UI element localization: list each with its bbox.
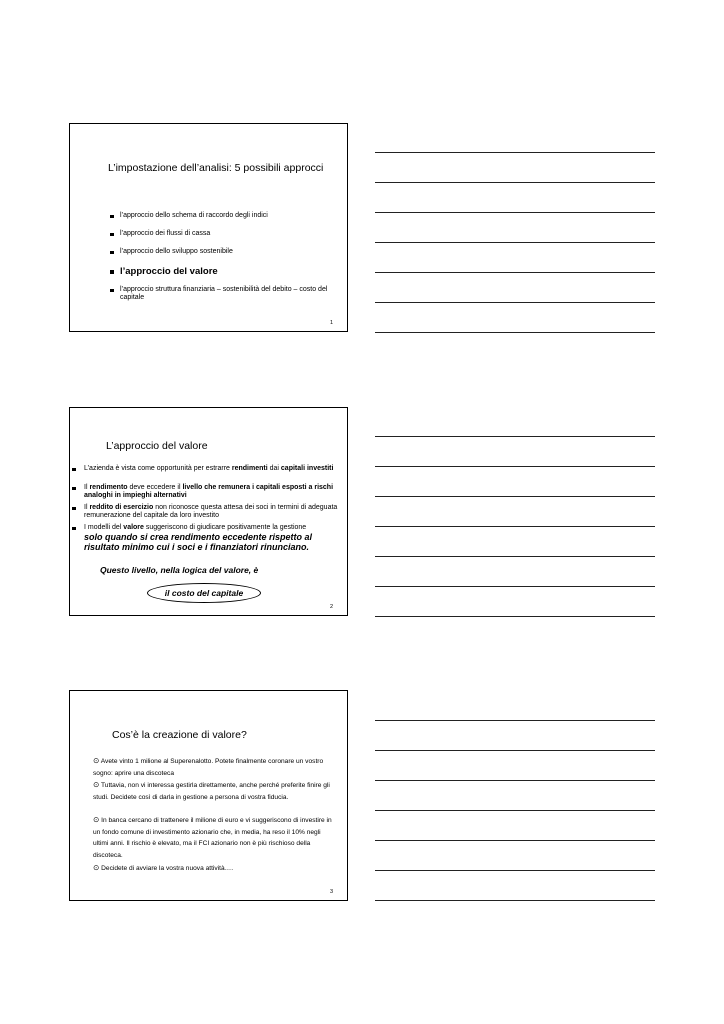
slide-title: L’approccio del valore — [106, 440, 208, 452]
note-line — [375, 616, 655, 617]
page-number: 3 — [329, 889, 333, 895]
square-bullet-icon — [110, 233, 114, 237]
square-bullet-icon — [72, 507, 76, 511]
square-bullet-icon — [72, 468, 76, 472]
note-line — [375, 526, 655, 527]
slide-title: L’impostazione dell’analisi: 5 possibili approcci — [108, 162, 324, 174]
note-line — [375, 272, 655, 273]
note-line — [375, 152, 655, 153]
paragraph-item: ⊙ Tuttavia, non vi interessa gestirla direttamente, anche perché preferite finire gli studi. Decidete così di darla in gestione a persona di vostra fiducia. — [93, 780, 330, 801]
square-bullet-icon — [110, 289, 114, 293]
circle-bullet-icon: ⊙ — [93, 863, 100, 872]
paragraph-item: ⊙ In banca cercano di trattenere il milione di euro e vi suggeriscono di investire in un fondo comune di investimento azionario che, in media, ha reso il 10% negli ultimi anni. Il rischio è elevato, ma il FCI azionario non è più rischioso della discoteca. — [93, 815, 332, 859]
note-line — [375, 750, 655, 751]
circle-bullet-icon: ⊙ — [93, 780, 100, 789]
note-line — [375, 556, 655, 557]
note-line — [375, 900, 655, 901]
note-line — [375, 720, 655, 721]
note-line — [375, 436, 655, 437]
page-number: 2 — [329, 604, 333, 610]
paragraph-item: ⊙ Decidete di avviare la vostra nuova attività…. — [93, 863, 234, 872]
cost-of-capital-oval: il costo del capitale — [147, 583, 261, 603]
note-line — [375, 332, 655, 333]
circle-bullet-icon: ⊙ — [93, 815, 100, 824]
note-line — [375, 810, 655, 811]
slide-2: L’approccio del valore L’azienda è vista come opportunità per estrarre rendimenti dai capitali investiti Il rendimento deve eccedere il livello che remunera i capitali esposti a rischi analoghi in impieghi alternativi Il reddito di esercizio non riconosce questa attesa dei soci in termini di adeguata remunerazione del capitale da loro investito I modelli del valore suggeriscono di giudicare positivamente la gestione solo quando si crea rendimento eccedente rispetto al risultato minimo cui i soci e i finanziatori rinunciano. Questo livello, nella logica del valore, è il costo del capitale 2 — [69, 407, 348, 616]
note-line — [375, 302, 655, 303]
square-bullet-icon — [110, 215, 114, 219]
square-bullet-icon — [72, 487, 76, 491]
emphasis-text: solo quando si crea rendimento eccedente rispetto al risultato minimo cui i soci e i finanziatori rinunciano. — [84, 532, 313, 552]
circle-bullet-icon: ⊙ — [93, 756, 100, 765]
page-number: 1 — [329, 320, 333, 326]
slide-3 — [69, 690, 348, 901]
note-line — [375, 870, 655, 871]
note-line — [375, 466, 655, 467]
paragraph-item: ⊙ Avete vinto 1 milione al Superenalotto. Potete finalmente coronare un vostro sogno: aprire una discoteca — [93, 756, 324, 777]
value-statement: Questo livello, nella logica del valore, è — [100, 565, 259, 575]
note-line — [375, 182, 655, 183]
note-line — [375, 586, 655, 587]
note-line — [375, 212, 655, 213]
note-line — [375, 496, 655, 497]
square-bullet-icon — [72, 527, 76, 531]
slide-title: Cos’è la creazione di valore? — [112, 729, 247, 741]
slide-1: L’impostazione dell’analisi: 5 possibili approcci l’approccio dello schema di raccordo degli indici l’approccio dei flussi di cassa l’approccio dello sviluppo sostenibile l’approccio del valore l’approccio struttura finanziaria – sostenibilità del debito – costo del capitale 1 — [69, 123, 348, 332]
note-line — [375, 780, 655, 781]
square-bullet-icon — [110, 251, 114, 255]
note-line — [375, 242, 655, 243]
note-line — [375, 840, 655, 841]
square-bullet-icon — [110, 270, 114, 274]
